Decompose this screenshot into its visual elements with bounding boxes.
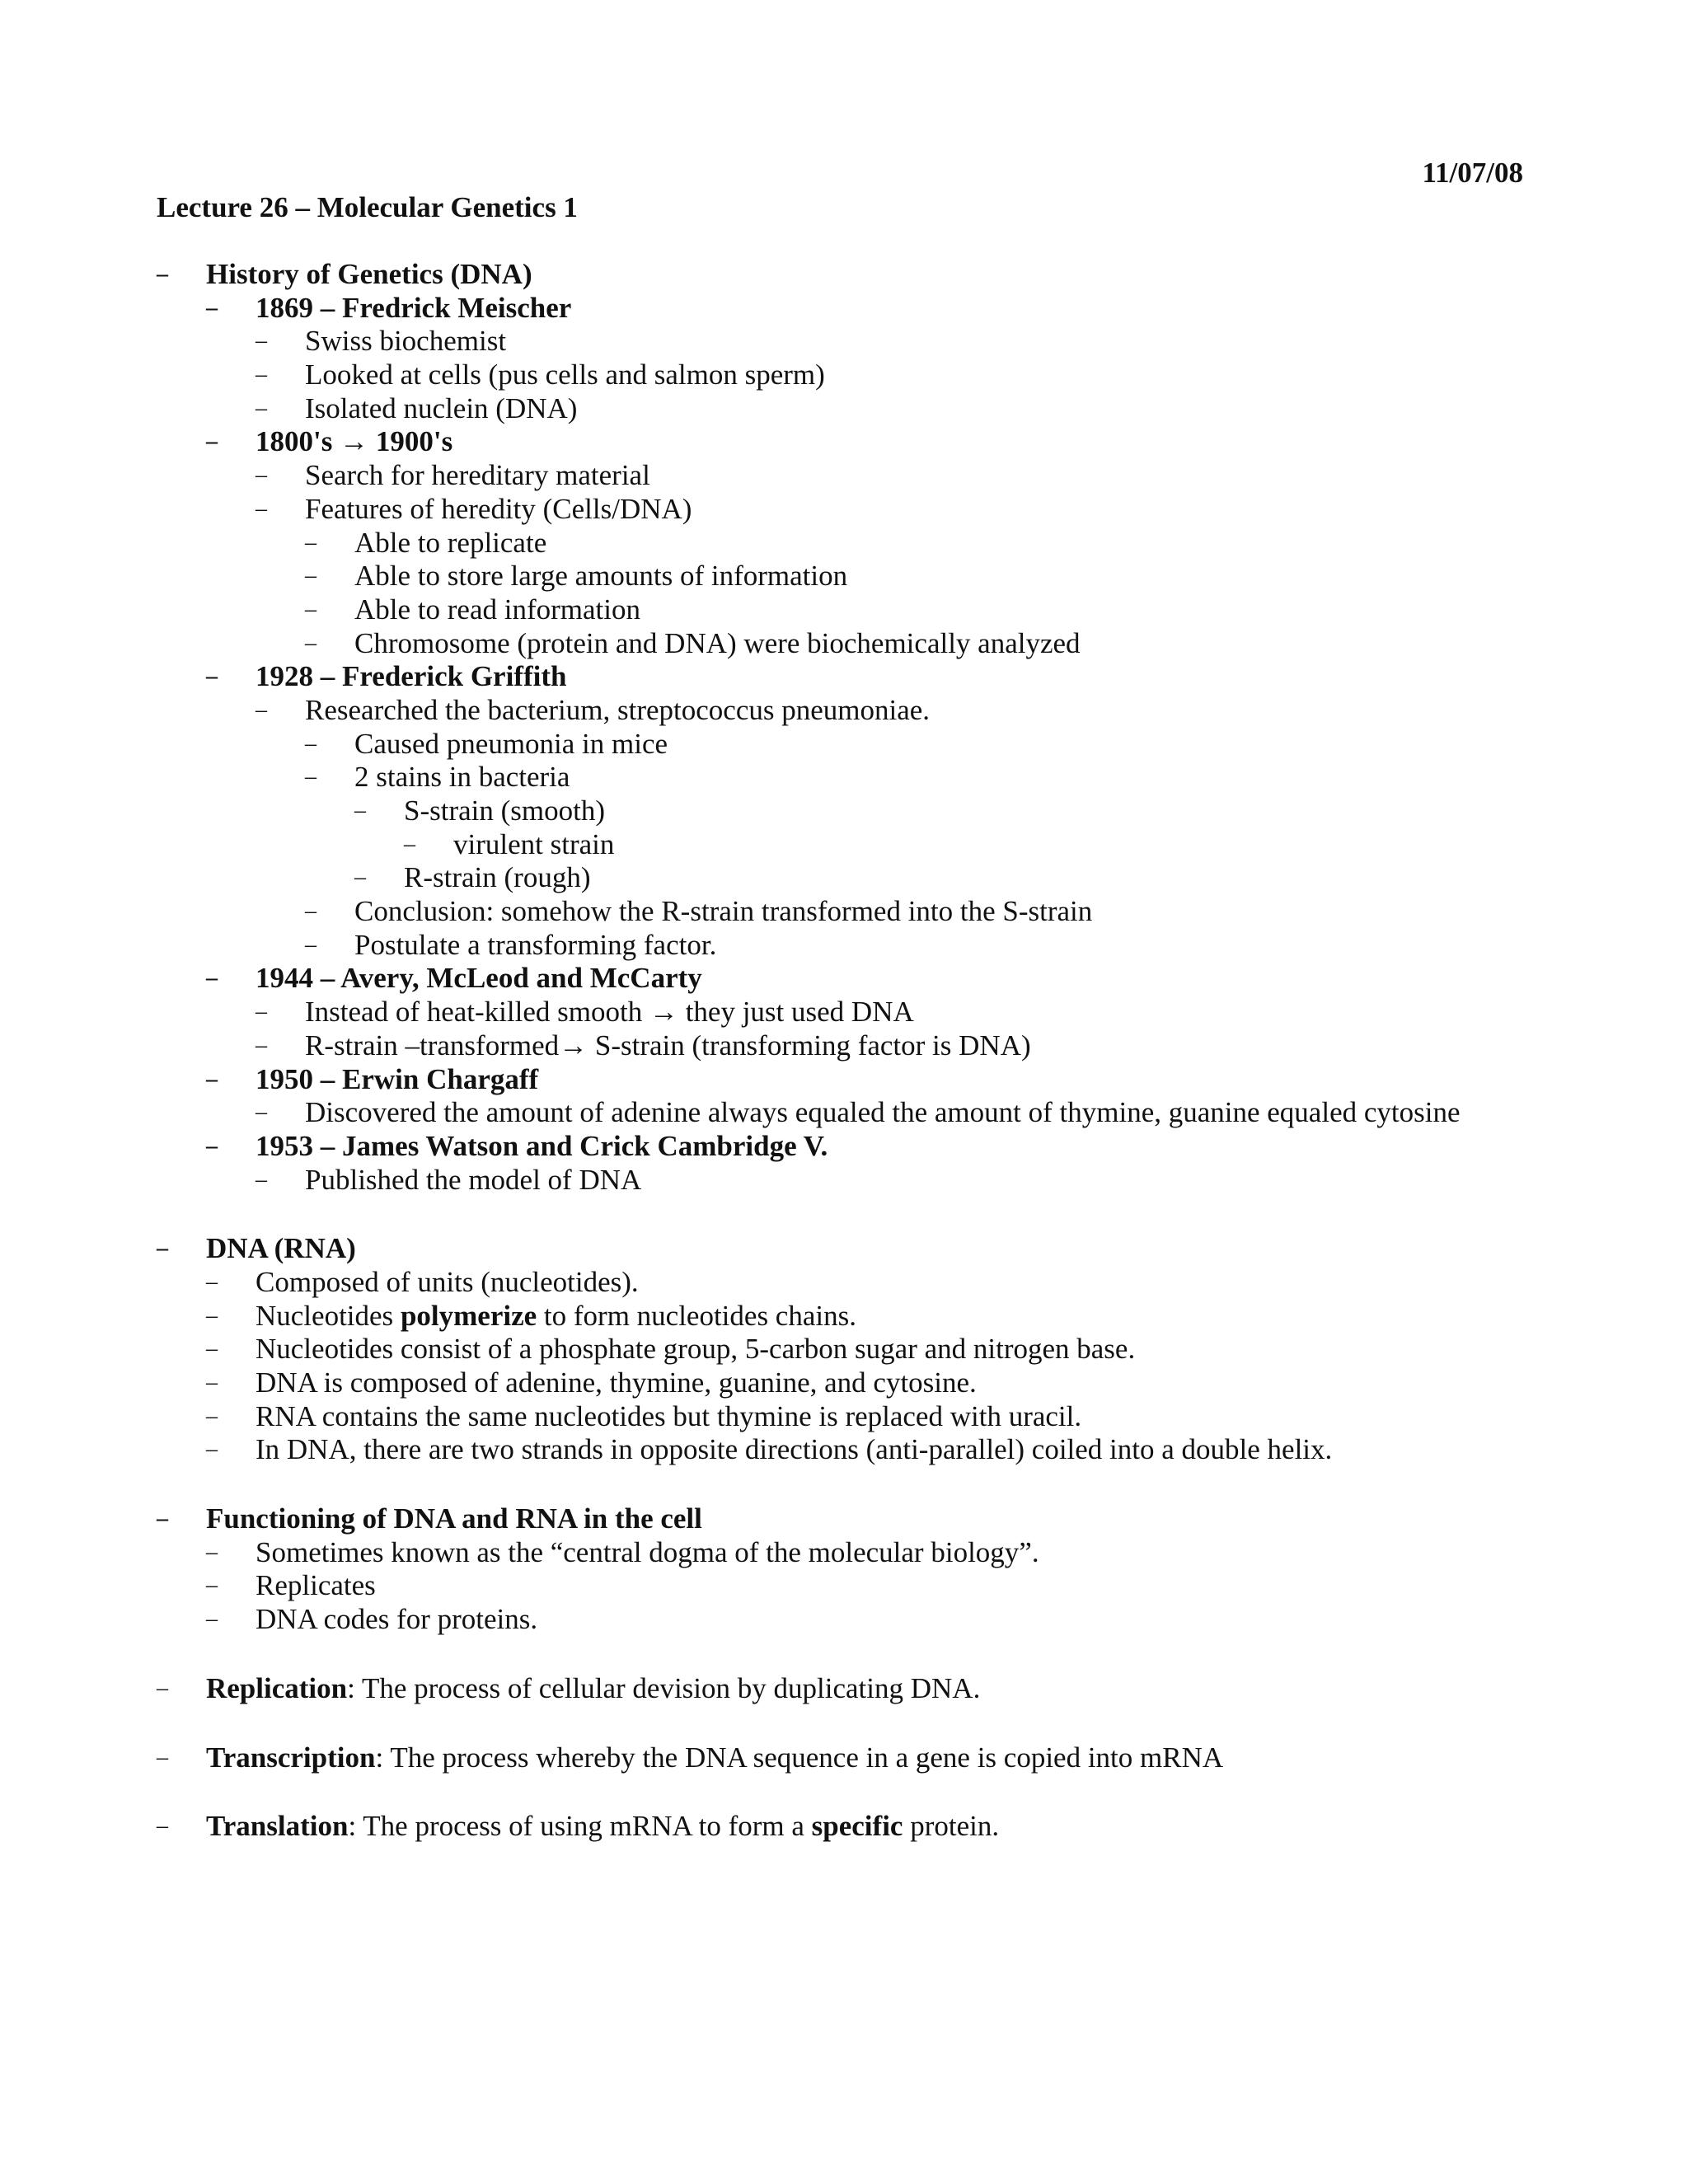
- subheading-chargaff: – 1950 – Erwin Chargaff: [206, 1062, 539, 1095]
- bullet-dash: –: [206, 1370, 218, 1395]
- list-item: – Postulate a transforming factor.: [305, 928, 717, 961]
- list-item: – Swiss biochemist: [256, 325, 507, 358]
- bullet-dash: –: [206, 1302, 218, 1329]
- bullet-dash: –: [256, 1166, 267, 1193]
- list-item: – Sometimes known as the “central dogma of the molecular biology”.: [206, 1535, 1039, 1568]
- term-transcription: Transcription: [206, 1741, 376, 1774]
- bullet-dash: –: [206, 294, 218, 321]
- subheading-watson: – 1953 – James Watson and Crick Cambridge V.: [206, 1129, 828, 1162]
- list-item: – R-strain –transformed→ S-strain (transforming factor is DNA): [256, 1029, 1031, 1062]
- lecture-title: Lecture 26 – Molecular Genetics 1: [157, 191, 578, 223]
- section-gap: [157, 1637, 1558, 1672]
- term-translation: Translation: [206, 1810, 349, 1843]
- list-item: – Able to read information: [305, 593, 640, 626]
- list-item: – Replicates: [206, 1569, 376, 1602]
- bullet-dash: –: [305, 898, 316, 925]
- bullet-dash: –: [157, 1744, 168, 1770]
- bullet-dash: –: [206, 429, 218, 455]
- section-heading-functioning: – Functioning of DNA and RNA in the cell: [157, 1502, 702, 1535]
- bullet-dash: –: [157, 261, 168, 287]
- list-item: – Features of heredity (Cells/DNA): [256, 492, 692, 525]
- bullet-dash: –: [206, 1268, 218, 1295]
- section-gap: [157, 1467, 1558, 1502]
- bullet-dash: –: [206, 1606, 218, 1633]
- subheading-avery: – 1944 – Avery, McLeod and McCarty: [206, 962, 702, 995]
- list-item: – Published the model of DNA: [256, 1163, 642, 1196]
- list-item: – Nucleotides polymerize to form nucleotides chains.: [206, 1299, 856, 1332]
- list-item: – Conclusion: somehow the R-strain transformed into the S-strain: [305, 895, 1093, 928]
- bullet-dash: –: [305, 563, 316, 589]
- list-item: – DNA is composed of adenine, thymine, guanine, and cytosine.: [206, 1366, 977, 1399]
- bullet-dash: –: [354, 798, 366, 823]
- subheading-era: – 1800's → 1900's: [206, 425, 453, 458]
- list-item: – Isolated nuclein (DNA): [256, 391, 578, 424]
- bullet-dash: –: [256, 495, 267, 522]
- lecture-outline: [157, 258, 1558, 1844]
- list-item: – Looked at cells (pus cells and salmon sperm): [256, 359, 825, 391]
- bullet-dash: –: [157, 1506, 168, 1532]
- bullet-dash: –: [305, 931, 316, 958]
- list-item: – virulent strain: [404, 827, 615, 860]
- bullet-dash: –: [256, 462, 267, 489]
- list-item: – 2 stains in bacteria: [305, 761, 570, 794]
- list-item: – R-strain (rough): [354, 861, 591, 894]
- bullet-dash: –: [256, 1099, 267, 1126]
- section-gap: [157, 1706, 1558, 1741]
- bullet-dash: –: [206, 1403, 218, 1429]
- subheading-meischer: – 1869 – Fredrick Meischer: [206, 291, 572, 324]
- bullet-dash: –: [256, 696, 267, 723]
- bullet-dash: –: [206, 1336, 218, 1362]
- emphasis-polymerize: polymerize: [400, 1299, 537, 1332]
- list-item: – Caused pneumonia in mice: [305, 727, 668, 760]
- bullet-dash: –: [157, 1675, 168, 1701]
- list-item: – Researched the bacterium, streptococcus pneumoniae.: [256, 693, 931, 726]
- bullet-dash: –: [206, 965, 218, 991]
- bullet-dash: –: [206, 1436, 218, 1463]
- list-item: – S-strain (smooth): [354, 794, 606, 827]
- bullet-dash: –: [206, 1066, 218, 1092]
- definition-translation: – Translation: The process of using mRNA to form a specific protein.: [157, 1810, 1000, 1843]
- definition-transcription: – Transcription: The process whereby the DNA sequence in a gene is copied into mRNA: [157, 1741, 1224, 1774]
- bullet-dash: –: [206, 1132, 218, 1159]
- term-replication: Replication: [206, 1671, 348, 1704]
- bullet-dash: –: [305, 630, 316, 656]
- bullet-dash: –: [404, 831, 415, 857]
- list-item: – Nucleotides consist of a phosphate group, 5-carbon sugar and nitrogen base.: [206, 1333, 1136, 1366]
- list-item: – Discovered the amount of adenine always equaled the amount of thymine, guanine equaled cytosine: [256, 1096, 1461, 1129]
- list-item: – Able to store large amounts of information: [305, 560, 848, 593]
- bullet-dash: –: [206, 1572, 218, 1599]
- bullet-dash: –: [206, 1539, 218, 1565]
- list-item: – Able to replicate: [305, 526, 547, 559]
- list-item: – Instead of heat-killed smooth → they just used DNA: [256, 996, 914, 1029]
- list-item: – Chromosome (protein and DNA) were biochemically analyzed: [305, 626, 1081, 659]
- emphasis-specific: specific: [811, 1810, 903, 1843]
- list-item: – DNA codes for proteins.: [206, 1603, 538, 1636]
- bullet-dash: –: [157, 1813, 168, 1840]
- section-heading-dna: – DNA (RNA): [157, 1232, 356, 1265]
- section-gap: [157, 1774, 1558, 1810]
- bullet-dash: –: [305, 596, 316, 622]
- bullet-dash: –: [256, 328, 267, 354]
- bullet-dash: –: [256, 395, 267, 421]
- bullet-dash: –: [256, 362, 267, 388]
- section-gap: [157, 1197, 1558, 1232]
- bullet-dash: –: [256, 999, 267, 1025]
- lecture-date: 11/07/08: [1422, 157, 1523, 189]
- bullet-dash: –: [157, 1235, 168, 1262]
- bullet-dash: –: [354, 865, 366, 891]
- bullet-dash: –: [256, 1032, 267, 1058]
- definition-replication: – Replication: The process of cellular devision by duplicating DNA.: [157, 1671, 981, 1704]
- bullet-dash: –: [305, 529, 316, 555]
- list-item: – In DNA, there are two strands in opposite directions (anti-parallel) coiled into a double helix.: [206, 1433, 1333, 1466]
- list-item: – Composed of units (nucleotides).: [206, 1265, 639, 1298]
- bullet-dash: –: [206, 663, 218, 690]
- section-heading-history: – History of Genetics (DNA): [157, 258, 532, 290]
- subheading-griffith: – 1928 – Frederick Griffith: [206, 660, 567, 693]
- bullet-dash: –: [305, 764, 316, 790]
- bullet-dash: –: [305, 730, 316, 757]
- list-item: – RNA contains the same nucleotides but thymine is replaced with uracil.: [206, 1399, 1082, 1432]
- list-item: – Search for hereditary material: [256, 459, 650, 492]
